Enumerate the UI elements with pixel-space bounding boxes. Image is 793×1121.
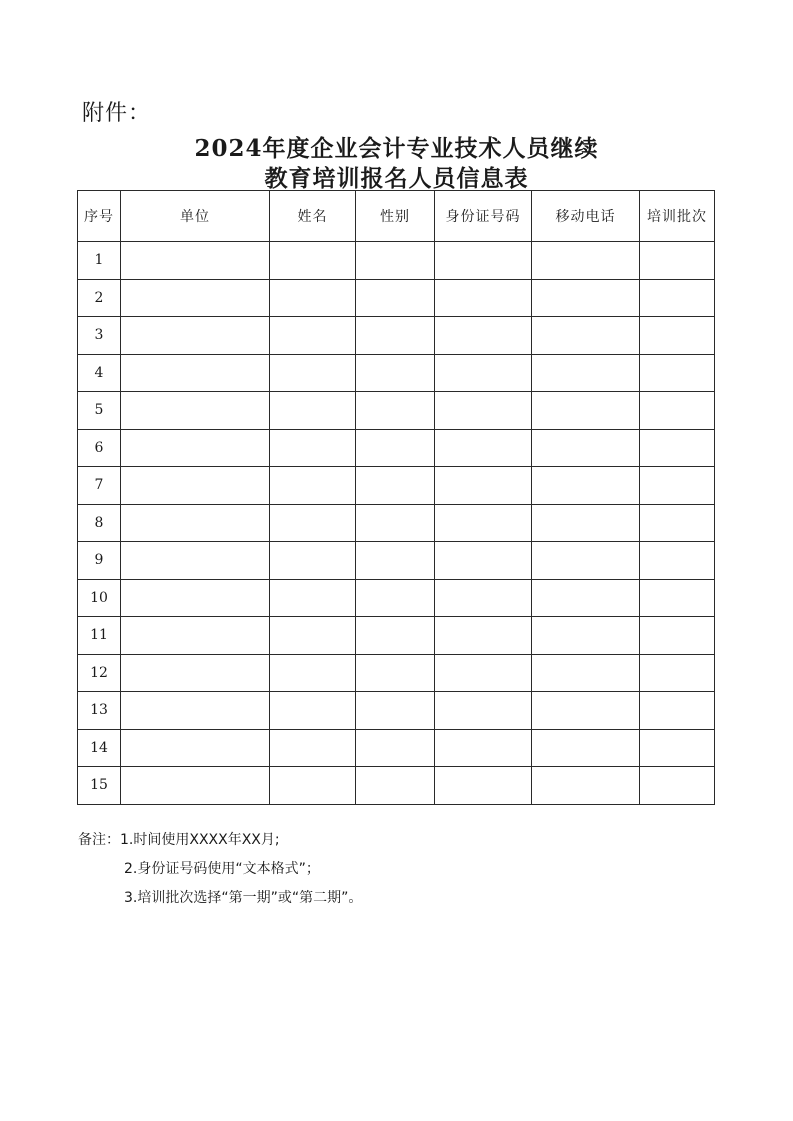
table-row bbox=[78, 317, 715, 355]
cell-mobile[interactable] bbox=[532, 579, 640, 617]
row-seq-number: 9 bbox=[78, 542, 121, 580]
cell-id-number[interactable] bbox=[435, 317, 532, 355]
cell-gender[interactable] bbox=[356, 504, 435, 542]
cell-id-number[interactable] bbox=[435, 354, 532, 392]
cell-batch[interactable] bbox=[640, 354, 715, 392]
cell-mobile[interactable] bbox=[532, 354, 640, 392]
note-item bbox=[78, 855, 362, 884]
cell-gender[interactable] bbox=[356, 317, 435, 355]
cell-gender[interactable] bbox=[356, 654, 435, 692]
cell-batch[interactable] bbox=[640, 654, 715, 692]
row-seq-number: 1 bbox=[78, 242, 121, 280]
cell-gender[interactable] bbox=[356, 542, 435, 580]
header-unit: 单位 bbox=[121, 191, 270, 242]
cell-id-number[interactable] bbox=[435, 729, 532, 767]
cell-gender[interactable] bbox=[356, 617, 435, 655]
row-seq-number: 6 bbox=[78, 429, 121, 467]
cell-unit[interactable] bbox=[121, 392, 270, 430]
form-title-line-2: 教育培训报名人员信息表 bbox=[264, 165, 529, 192]
cell-mobile[interactable] bbox=[532, 729, 640, 767]
cell-unit[interactable] bbox=[121, 692, 270, 730]
cell-batch[interactable] bbox=[640, 767, 715, 805]
cell-unit[interactable] bbox=[121, 767, 270, 805]
cell-mobile[interactable] bbox=[532, 617, 640, 655]
row-seq-number: 8 bbox=[78, 504, 121, 542]
table-row bbox=[78, 617, 715, 655]
note-text: 1.时间使用XXXX年XX月; bbox=[120, 832, 280, 848]
cell-batch[interactable] bbox=[640, 279, 715, 317]
table-header-row bbox=[78, 191, 715, 242]
header-batch: 培训批次 bbox=[640, 191, 715, 242]
header-mobile: 移动电话 bbox=[532, 191, 640, 242]
cell-id-number[interactable] bbox=[435, 279, 532, 317]
cell-batch[interactable] bbox=[640, 617, 715, 655]
note-item bbox=[78, 826, 362, 855]
cell-name[interactable] bbox=[270, 354, 356, 392]
row-seq-number: 2 bbox=[78, 279, 121, 317]
cell-gender[interactable] bbox=[356, 729, 435, 767]
cell-batch[interactable] bbox=[640, 392, 715, 430]
cell-id-number[interactable] bbox=[435, 579, 532, 617]
table-body bbox=[78, 242, 715, 805]
table-row bbox=[78, 242, 715, 280]
cell-mobile[interactable] bbox=[532, 279, 640, 317]
table-row bbox=[78, 654, 715, 692]
cell-gender[interactable] bbox=[356, 767, 435, 805]
cell-mobile[interactable] bbox=[532, 317, 640, 355]
cell-mobile[interactable] bbox=[532, 429, 640, 467]
note-text: 2.身份证号码使用“文本格式”； bbox=[124, 861, 320, 877]
row-seq-number: 3 bbox=[78, 317, 121, 355]
cell-name[interactable] bbox=[270, 242, 356, 280]
row-seq-number: 11 bbox=[78, 617, 121, 655]
cell-name[interactable] bbox=[270, 429, 356, 467]
cell-unit[interactable] bbox=[121, 617, 270, 655]
row-seq-number: 15 bbox=[78, 767, 121, 805]
cell-name[interactable] bbox=[270, 317, 356, 355]
cell-unit[interactable] bbox=[121, 542, 270, 580]
row-seq-number: 5 bbox=[78, 392, 121, 430]
cell-mobile[interactable] bbox=[532, 467, 640, 505]
cell-gender[interactable] bbox=[356, 242, 435, 280]
table-row bbox=[78, 767, 715, 805]
row-seq-number: 7 bbox=[78, 467, 121, 505]
cell-batch[interactable] bbox=[640, 467, 715, 505]
cell-batch[interactable] bbox=[640, 429, 715, 467]
cell-batch[interactable] bbox=[640, 242, 715, 280]
row-seq-number: 12 bbox=[78, 654, 121, 692]
cell-name[interactable] bbox=[270, 279, 356, 317]
cell-name[interactable] bbox=[270, 392, 356, 430]
row-seq-number: 10 bbox=[78, 579, 121, 617]
table-row bbox=[78, 579, 715, 617]
row-seq-number: 13 bbox=[78, 692, 121, 730]
note-item bbox=[78, 884, 362, 913]
cell-gender[interactable] bbox=[356, 467, 435, 505]
cell-id-number[interactable] bbox=[435, 692, 532, 730]
table-row bbox=[78, 429, 715, 467]
cell-id-number[interactable] bbox=[435, 654, 532, 692]
cell-id-number[interactable] bbox=[435, 242, 532, 280]
cell-unit[interactable] bbox=[121, 579, 270, 617]
form-title-line-1: 2024年度企业会计专业技术人员继续 bbox=[194, 135, 599, 162]
cell-name[interactable] bbox=[270, 467, 356, 505]
cell-id-number[interactable] bbox=[435, 504, 532, 542]
table-row bbox=[78, 467, 715, 505]
table-row bbox=[78, 542, 715, 580]
cell-gender[interactable] bbox=[356, 354, 435, 392]
cell-name[interactable] bbox=[270, 579, 356, 617]
cell-mobile[interactable] bbox=[532, 654, 640, 692]
header-gender: 性别 bbox=[356, 191, 435, 242]
cell-name[interactable] bbox=[270, 617, 356, 655]
cell-unit[interactable] bbox=[121, 242, 270, 280]
cell-mobile[interactable] bbox=[532, 542, 640, 580]
table-row bbox=[78, 729, 715, 767]
cell-batch[interactable] bbox=[640, 692, 715, 730]
cell-batch[interactable] bbox=[640, 504, 715, 542]
table-row bbox=[78, 279, 715, 317]
cell-batch[interactable] bbox=[640, 317, 715, 355]
cell-batch[interactable] bbox=[640, 729, 715, 767]
cell-id-number[interactable] bbox=[435, 429, 532, 467]
cell-mobile[interactable] bbox=[532, 504, 640, 542]
cell-id-number[interactable] bbox=[435, 542, 532, 580]
cell-name[interactable] bbox=[270, 692, 356, 730]
cell-unit[interactable] bbox=[121, 654, 270, 692]
cell-id-number[interactable] bbox=[435, 392, 532, 430]
cell-gender[interactable] bbox=[356, 429, 435, 467]
cell-gender[interactable] bbox=[356, 279, 435, 317]
cell-name[interactable] bbox=[270, 542, 356, 580]
cell-id-number[interactable] bbox=[435, 767, 532, 805]
cell-unit[interactable] bbox=[121, 504, 270, 542]
table-row bbox=[78, 354, 715, 392]
cell-unit[interactable] bbox=[121, 429, 270, 467]
cell-gender[interactable] bbox=[356, 392, 435, 430]
header-seq: 序号 bbox=[78, 191, 121, 242]
cell-mobile[interactable] bbox=[532, 692, 640, 730]
cell-batch[interactable] bbox=[640, 579, 715, 617]
cell-unit[interactable] bbox=[121, 279, 270, 317]
cell-name[interactable] bbox=[270, 729, 356, 767]
header-id-number: 身份证号码 bbox=[435, 191, 532, 242]
cell-unit[interactable] bbox=[121, 354, 270, 392]
cell-unit[interactable] bbox=[121, 317, 270, 355]
header-name: 姓名 bbox=[270, 191, 356, 242]
cell-name[interactable] bbox=[270, 767, 356, 805]
registration-table bbox=[77, 190, 715, 805]
attachment-label: 附件： bbox=[82, 101, 152, 126]
row-seq-number: 14 bbox=[78, 729, 121, 767]
cell-name[interactable] bbox=[270, 654, 356, 692]
cell-id-number[interactable] bbox=[435, 467, 532, 505]
cell-gender[interactable] bbox=[356, 579, 435, 617]
table-row bbox=[78, 692, 715, 730]
cell-name[interactable] bbox=[270, 504, 356, 542]
notes-label: 备注： bbox=[78, 832, 120, 848]
cell-unit[interactable] bbox=[121, 467, 270, 505]
notes-section bbox=[78, 826, 362, 913]
cell-id-number[interactable] bbox=[435, 617, 532, 655]
cell-gender[interactable] bbox=[356, 692, 435, 730]
table-row bbox=[78, 392, 715, 430]
cell-mobile[interactable] bbox=[532, 767, 640, 805]
row-seq-number: 4 bbox=[78, 354, 121, 392]
cell-unit[interactable] bbox=[121, 729, 270, 767]
cell-mobile[interactable] bbox=[532, 242, 640, 280]
note-text: 3.培训批次选择“第一期”或“第二期”。 bbox=[124, 890, 363, 906]
table-row bbox=[78, 504, 715, 542]
cell-mobile[interactable] bbox=[532, 392, 640, 430]
cell-batch[interactable] bbox=[640, 542, 715, 580]
